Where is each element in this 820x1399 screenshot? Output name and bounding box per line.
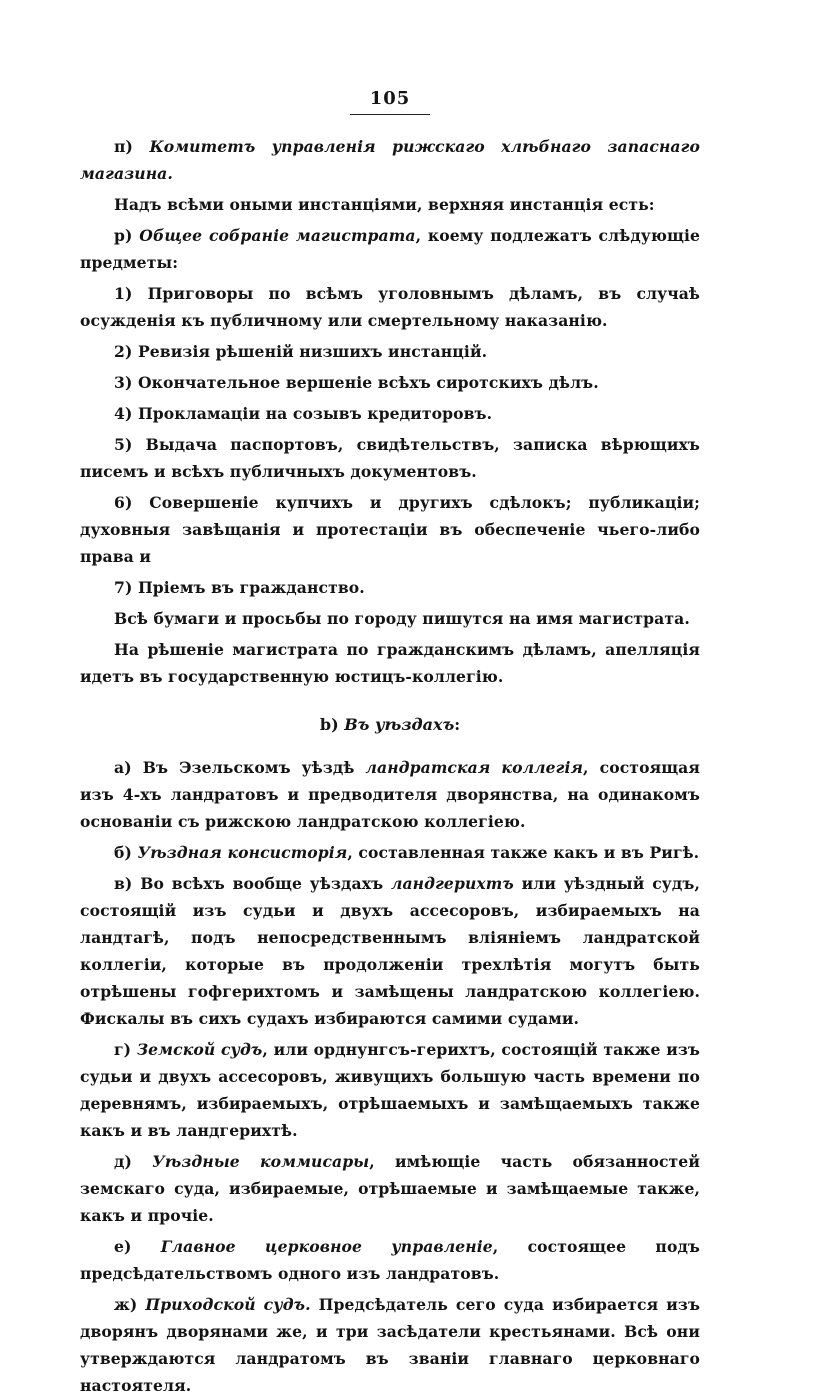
magistrate-item: 2) Ревизія рѣшеній низшихъ инстанцій. — [114, 342, 488, 361]
page-number: 105 — [369, 88, 411, 109]
uezd-item — [80, 754, 700, 835]
uezd-item — [80, 1291, 700, 1399]
uezd-item-title: ландгерихтъ — [390, 874, 514, 893]
item-p — [80, 133, 700, 187]
header-rule — [350, 114, 430, 115]
uezd-item-label: е) — [114, 1237, 161, 1256]
magistrate-item: 3) Окончательное вершеніе всѣхъ сиротскихъ дѣлъ. — [114, 373, 599, 392]
papers-note: Всѣ бумаги и просьбы по городу пишутся на имя магистрата. — [114, 609, 690, 628]
magistrate-item: 5) Выдача паспортовъ, свидѣтельствъ, записка вѣрющихъ писемъ и всѣхъ публичныхъ документовъ. — [80, 435, 700, 481]
magistrate-item: 1) Приговоры по всѣмъ уголовнымъ дѣламъ, въ случаѣ осужденія къ публичному или смертельному наказанію. — [80, 284, 700, 330]
uezd-item — [80, 1036, 700, 1144]
uezd-item-title: Главное церковное управленіе — [160, 1237, 493, 1256]
section-b-heading — [80, 712, 700, 738]
uezd-item-title: Земской судъ — [136, 1040, 263, 1059]
uezd-item-rest: , состоящее подъ предсѣдательствомъ одного изъ ландратовъ. — [80, 1237, 700, 1283]
item-r-title: Общее собраніе магистрата — [139, 226, 416, 245]
magistrate-item: 6) Совершеніе купчихъ и другихъ сдѣлокъ; публикаціи; духовныя завѣщанія и протестаціи въ обеспеченіе чьего-либо права и — [80, 493, 700, 566]
item-p-title: Комитетъ управленія рижскаго хлѣбнаго запаснаго магазина. — [80, 137, 701, 183]
uezd-item-rest: или уѣздный судъ, состоящій изъ судьи и двухъ ассесоровъ, избираемыхъ на ландтагѣ, подъ непосредственнымъ вліяніемъ ландратской коллегіи, которые въ продолженіи трехлѣтія могутъ быть отрѣшены гофгерихтомъ и замѣщены ландратскою коллегіею. Фискалы въ сихъ судахъ избираются самими судами. — [80, 874, 700, 1028]
magistrate-item: 7) Пріемъ въ гражданство. — [114, 578, 365, 597]
uezd-item-title: Приходской судъ. — [145, 1295, 311, 1314]
item-r-label: р) — [114, 226, 133, 245]
section-b-title: Въ уѣздахъ — [344, 715, 455, 734]
higher-instance-line: Надъ всѣми оными инстанціями, верхняя инстанція есть: — [114, 195, 655, 214]
uezd-item-rest: , состоящая изъ 4-хъ ландратовъ и предводителя дворянства, на одинакомъ основаніи съ рижскою ландратскою коллегіею. — [80, 758, 700, 831]
uezd-item — [80, 1233, 700, 1287]
uezd-item-label: в) Во всѣхъ вообще уѣздахъ — [114, 874, 391, 893]
uezd-item-label: д) — [114, 1152, 153, 1171]
uezd-item-rest: Предсѣдатель сего суда избирается изъ дворянъ дворянами же, и три засѣдатели крестьянами. Всѣ они утверждаются ландратомъ въ званіи главнаго церковнаго настоятеля. — [80, 1295, 701, 1395]
appeal-note: На рѣшеніе магистрата по гражданскимъ дѣламъ, апелляція идетъ въ государственную юстицъ-коллегію. — [80, 640, 700, 686]
item-r — [80, 222, 700, 276]
uezd-item-label: а) Въ Эзельскомъ уѣздѣ — [114, 758, 366, 777]
uezd-item — [80, 870, 700, 1032]
uezd-item-label: ж) — [114, 1295, 146, 1314]
uezd-item-title: ландратская коллегія — [365, 758, 584, 777]
uezd-item-title: Уѣздная консисторія — [137, 843, 348, 862]
uezd-item-label: г) — [114, 1040, 137, 1059]
magistrate-item: 4) Прокламаціи на созывъ кредиторовъ. — [114, 404, 493, 423]
uezd-item — [80, 839, 700, 866]
uezd-item-title: Уѣздные коммисары — [152, 1152, 370, 1171]
section-b-letter: b) — [319, 715, 339, 734]
item-p-label: п) — [114, 137, 133, 156]
uezd-item-label: б) — [114, 843, 138, 862]
uezd-item-rest: , имѣющіе часть обязанностей земскаго суда, избираемые, отрѣшаемые и замѣщаемые также, какъ и прочіе. — [80, 1152, 700, 1225]
uezd-item-rest: , составленная также какъ и въ Ригѣ. — [347, 843, 700, 862]
uezd-item-rest: , или орднунгсъ-герихтъ, состоящій также изъ судьи и двухъ ассесоровъ, живущихъ большую часть времени по деревнямъ, избираемыхъ, отрѣшаемыхъ и замѣщаемыхъ также какъ и въ ландгерихтѣ. — [80, 1040, 700, 1140]
section-b-colon: : — [454, 715, 461, 734]
uezd-item — [80, 1148, 700, 1229]
item-r-rest: , коему подлежатъ слѣдующіе предметы: — [80, 226, 700, 272]
